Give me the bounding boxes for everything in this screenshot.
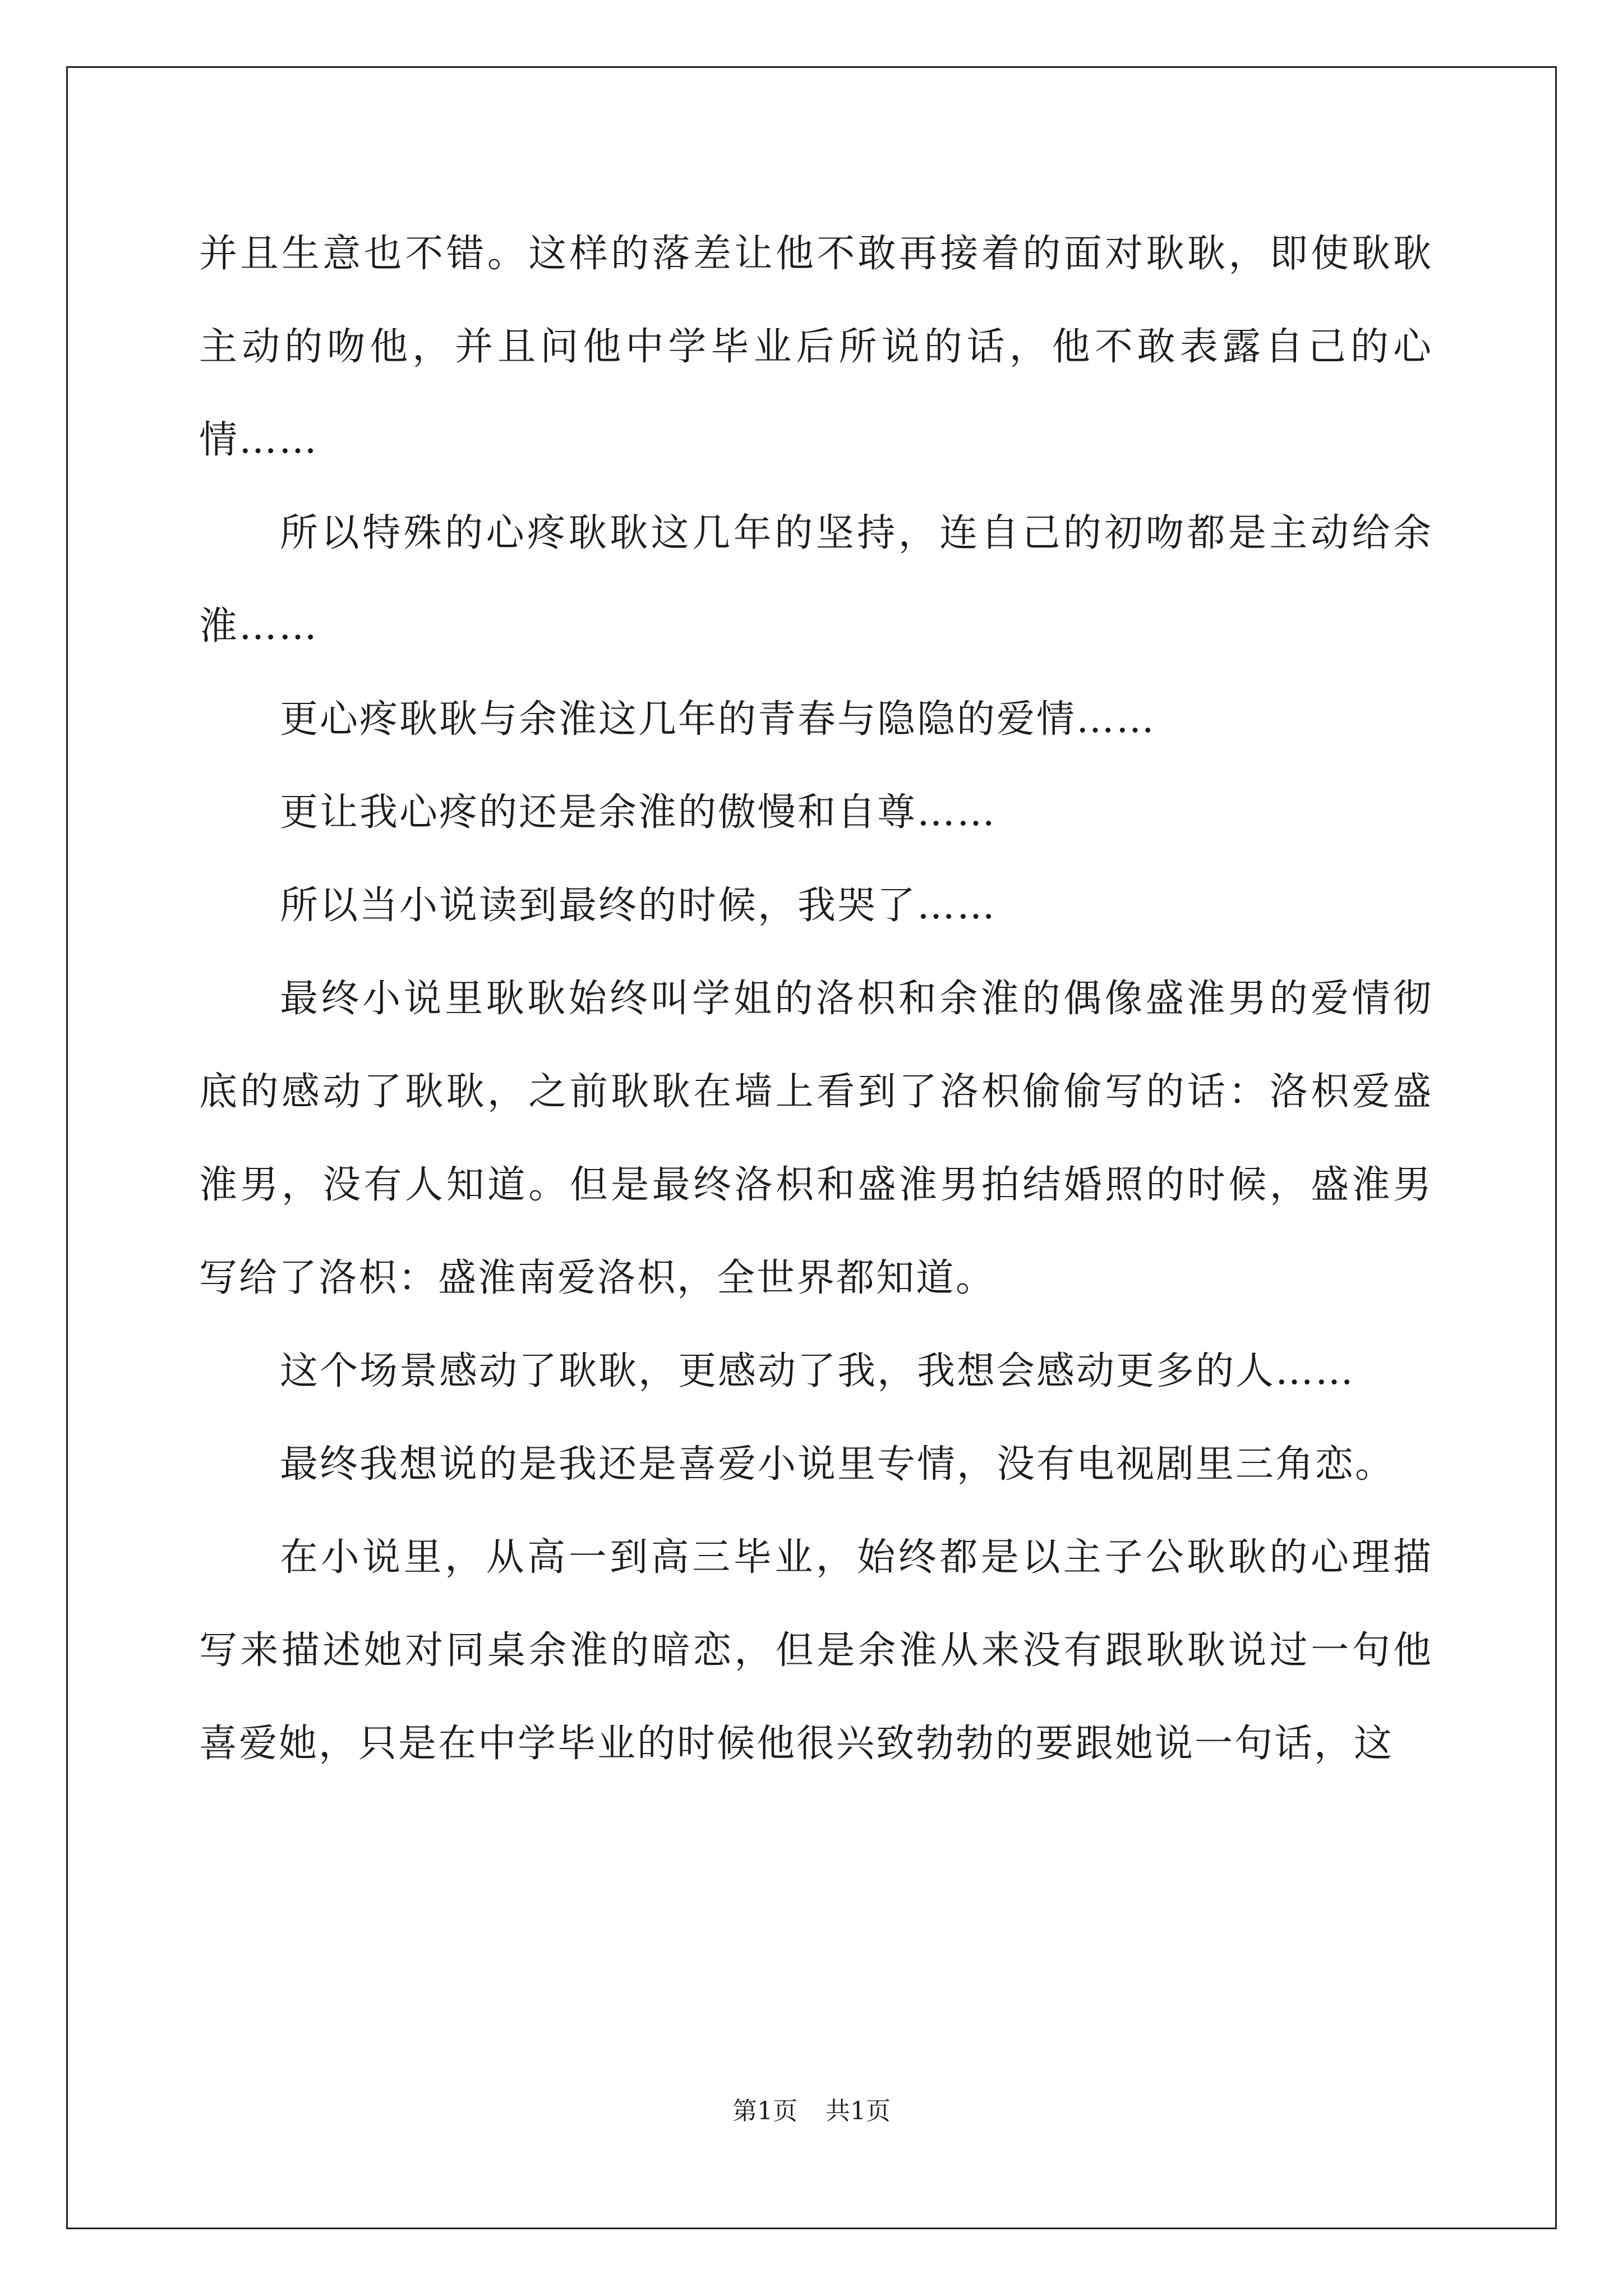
- document-body: [199, 208, 1433, 1791]
- page-footer: [0, 2095, 1623, 2128]
- paragraph: 更心疼耿耿与余淮这几年的青春与隐隐的爱情……: [280, 697, 1156, 742]
- paragraph: 所以特殊的心疼耿耿这几年的坚持，连自己的初吻都是主动给余淮……: [199, 511, 1433, 648]
- paragraph: 并且生意也不错。这样的落差让他不敢再接着的面对耿耿，即使耿耿主动的吻他，并且问他中学毕业后所说的话，他不敢表露自己的心情……: [199, 232, 1433, 462]
- paragraph: 更让我心疼的还是余淮的傲慢和自尊……: [280, 790, 997, 835]
- paragraph: 最终小说里耿耿始终叫学姐的洛枳和余淮的偶像盛淮男的爱情彻底的感动了耿耿，之前耿耿在墙上看到了洛枳偷偷写的话：洛枳爱盛淮男，没有人知道。但是最终洛枳和盛淮男拍结婚照的时候，盛淮男写给了洛枳：盛淮南爱洛枳，全世界都知道。: [199, 977, 1433, 1300]
- paragraph: 所以当小说读到最终的时候，我哭了……: [280, 884, 997, 928]
- page-total: 共1页: [826, 2097, 891, 2125]
- paragraph: 最终我想说的是我还是喜爱小说里专情，没有电视剧里三角恋。: [280, 1442, 1395, 1487]
- page-number: 第1页: [732, 2097, 797, 2125]
- paragraph: 这个场景感动了耿耿，更感动了我，我想会感动更多的人……: [280, 1349, 1355, 1393]
- paragraph: 在小说里，从高一到高三毕业，始终都是以主子公耿耿的心理描写来描述她对同桌余淮的暗恋，但是余淮从来没有跟耿耿说过一句他喜爱她，只是在中学毕业的时候他很兴致勃勃的要跟她说一句话，这: [199, 1535, 1433, 1766]
